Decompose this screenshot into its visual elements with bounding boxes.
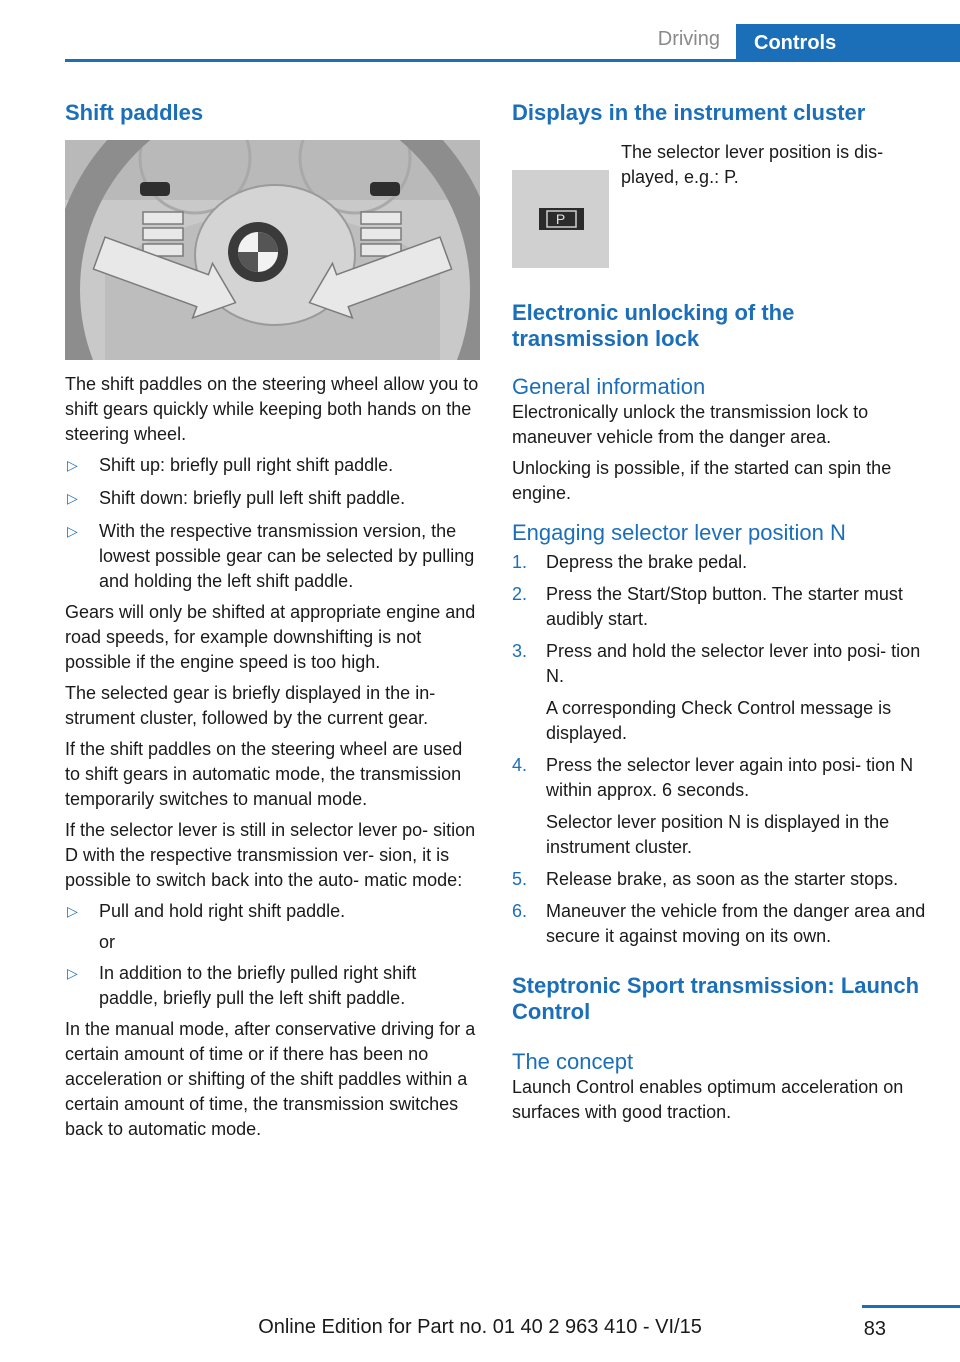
general-paragraph-1: Electronically unlock the transmission lock to maneuver vehicle from the danger area.	[512, 402, 869, 447]
engage-title: Engaging selector lever position N	[512, 520, 846, 545]
header-chapter: Driving	[657, 28, 720, 50]
paragraph-automatic-mode: If the shift paddles on the steering wheel are used to shift gears in automatic mode, the transmission temporarily switches to manual mode.	[65, 739, 463, 809]
page-number: 83	[863, 1318, 886, 1340]
triangle-right-icon: ▷	[67, 457, 78, 473]
paragraph-engine-speed: Gears will only be shifted at appropriate engine and road speeds, for example downshifting is not possible if the engine speed is too high.	[65, 602, 476, 672]
list-item: 5. Release brake, as soon as the starter stops.	[512, 869, 899, 889]
launch-control-title: Steptronic Sport transmission: Launch Control	[512, 973, 920, 1024]
steering-wheel-illustration	[65, 140, 480, 360]
header-section-tab: Controls	[736, 24, 960, 62]
intro-paragraph: The shift paddles on the steering wheel allow you to shift gears quickly while keeping both hands on the steering wheel.	[65, 374, 479, 444]
shift-bullet-list	[65, 453, 480, 594]
switch-back-list	[65, 899, 480, 1011]
list-item: ▷ Pull and hold right shift paddle. or	[65, 899, 480, 955]
paragraph-selector-d: If the selector lever is still in selector lever po‐ sition D with the respective transmission ver‐ sion, it is possible to switch back into the auto‐ matic mode:	[65, 820, 476, 890]
general-info-title: General information	[512, 374, 706, 399]
list-item: ▷ Shift up: briefly pull right shift paddle.	[65, 453, 480, 478]
paragraph-selected-gear: The selected gear is briefly displayed in the in‐ strument cluster, followed by the current gear.	[65, 683, 436, 728]
displays-title: Displays in the instrument cluster	[512, 100, 866, 125]
list-item: ▷ In addition to the briefly pulled right shift paddle, briefly pull the left shift paddle.	[67, 963, 417, 1008]
left-column	[65, 100, 480, 1142]
edition-footer: Online Edition for Part no. 01 40 2 963 410 - VI/15	[258, 1316, 702, 1338]
list-item: 1. Depress the brake pedal.	[512, 552, 748, 572]
triangle-right-icon: ▷	[67, 523, 78, 539]
general-paragraph-2: Unlocking is possible, if the started can spin the engine.	[512, 458, 892, 503]
display-letter: P	[555, 211, 566, 227]
list-item: 4. Press the selector lever again into posi‐ tion N within approx. 6 seconds. Selector lever position N is displayed in the instrument cluster.	[512, 755, 914, 857]
concept-title: The concept	[512, 1049, 634, 1074]
triangle-right-icon: ▷	[67, 490, 78, 506]
triangle-right-icon: ▷	[67, 965, 78, 981]
display-text: The selector lever position is dis‐ played, e.g.: P.	[621, 142, 884, 187]
list-item: 6. Maneuver the vehicle from the danger area and secure it against moving on its own.	[512, 901, 926, 946]
unlock-title: Electronic unlocking of the transmission lock	[512, 300, 795, 351]
gear-display-icon	[512, 170, 609, 268]
display-block	[512, 126, 928, 276]
steps-list	[512, 550, 928, 949]
paragraph-manual-mode: In the manual mode, after conservative driving for a certain amount of time or if there has been no acceleration or shifting of the shift paddles within a certain amount of time, the transmission switches back to automatic mode.	[65, 1019, 476, 1139]
footer-rule	[862, 1305, 960, 1308]
triangle-right-icon: ▷	[67, 903, 78, 919]
shift-paddles-title: Shift paddles	[65, 100, 204, 125]
list-item: 3. Press and hold the selector lever into posi‐ tion N. A corresponding Check Control message is displayed.	[512, 641, 921, 743]
concept-paragraph: Launch Control enables optimum acceleration on surfaces with good traction.	[512, 1077, 904, 1122]
right-column	[512, 100, 928, 1125]
list-item: 2. Press the Start/Stop button. The starter must audibly start.	[512, 584, 903, 629]
list-item: ▷ With the respective transmission version, the lowest possible gear can be selected by pulling and holding the left shift paddle.	[67, 521, 475, 591]
list-item: ▷ Shift down: briefly pull left shift paddle.	[65, 486, 480, 511]
or-note: or	[99, 932, 116, 952]
